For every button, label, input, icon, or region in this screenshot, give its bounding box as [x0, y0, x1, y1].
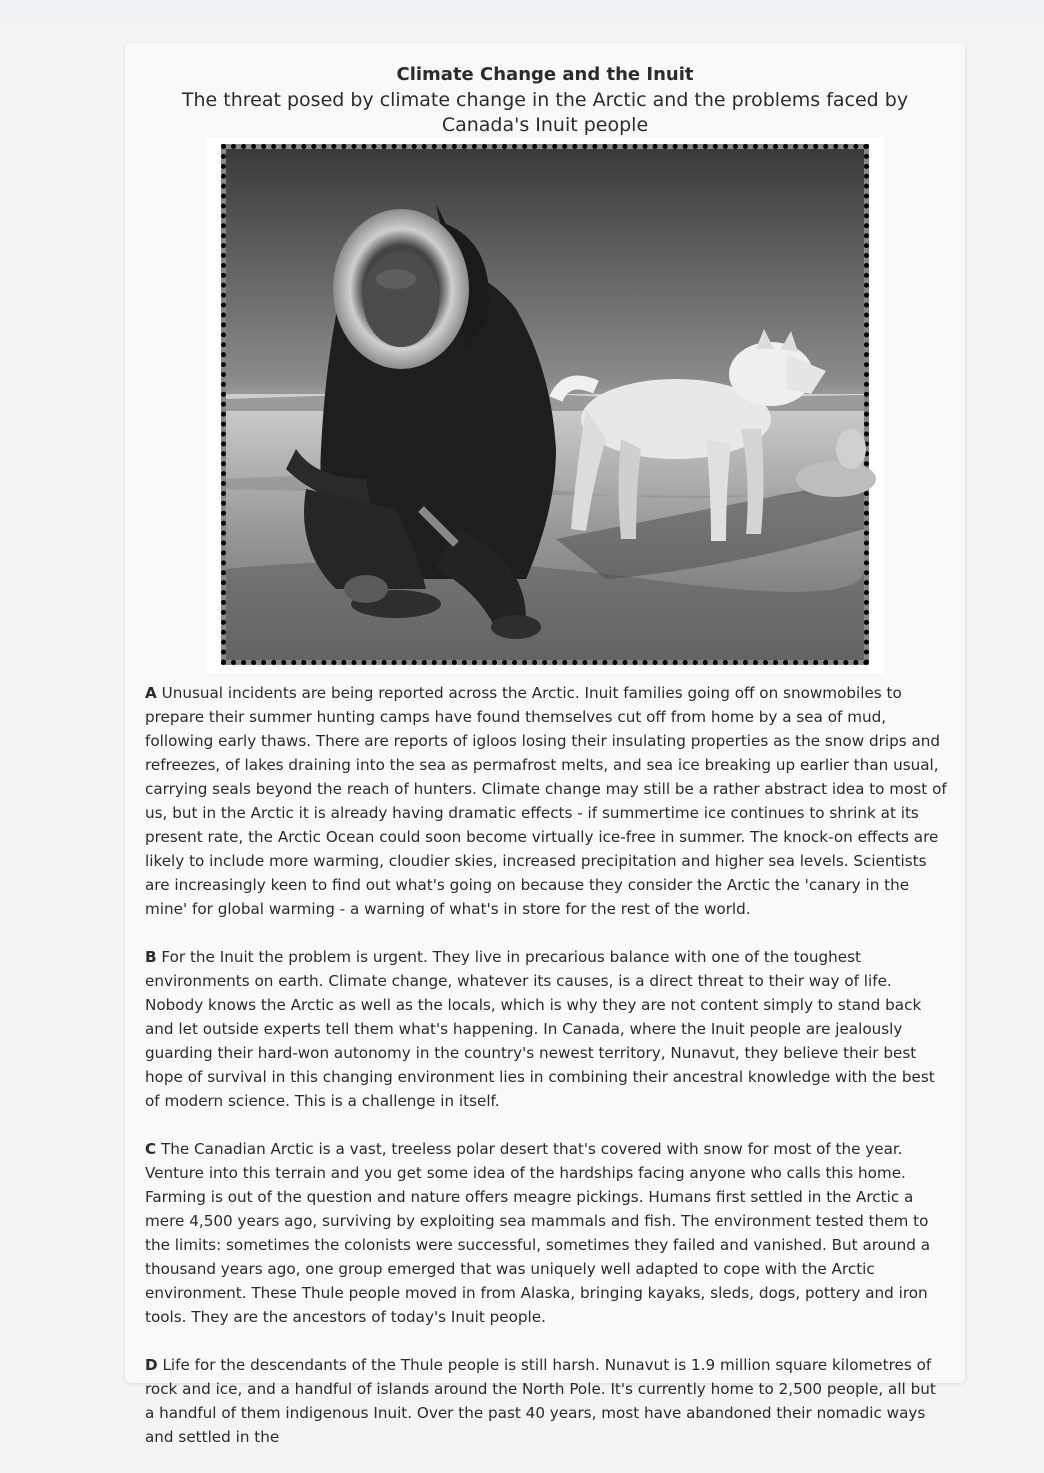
- paragraph-letter: B: [145, 948, 157, 966]
- paragraph-text: For the Inuit the problem is urgent. They live in precarious balance with one of the toughest environments on earth. Climate change, whatever its causes, is a direct threat to their way of life. Nobody knows the Arctic as well as the locals, which is why they are not content simply to stand back and let outside experts tell them what's happening. In Canada, where the Inuit people are jealously guarding their hard-won autonomy in the country's newest territory, Nunavut, they believe their best hope of survival in this changing environment lies in combining their ancestral knowledge with the best of modern science. This is a challenge in itself.: [145, 948, 935, 1110]
- photo-inuit-man-with-sled-dog: [221, 144, 869, 665]
- article-body: [145, 681, 947, 1473]
- paragraph-d: [145, 1353, 947, 1449]
- article-title: Climate Change and the Inuit: [396, 64, 694, 85]
- article-subtitle: The threat posed by climate change in the Arctic and the problems faced by Canada's Inuit people: [181, 89, 909, 136]
- paragraph-text: Life for the descendants of the Thule people is still harsh. Nunavut is 1.9 million square kilometres of rock and ice, and a handful of islands around the North Pole. It's currently home to 2,500 people, all but a handful of them indigenous Inuit. Over the past 40 years, most have abandoned their nomadic ways and settled in the: [145, 1356, 936, 1446]
- paragraph-letter: D: [145, 1356, 158, 1374]
- paragraph-text: Unusual incidents are being reported across the Arctic. Inuit families going off on snowmobiles to prepare their summer hunting camps have found themselves cut off from home by a sea of mud, following early thaws. There are reports of igloos losing their insulating properties as the snow drips and refreezes, of lakes draining into the sea as permafrost melts, and sea ice breaking up earlier than usual, carrying seals beyond the reach of hunters. Climate change may still be a rather abstract idea to most of us, but in the Arctic it is already having dramatic effects - if summertime ice continues to shrink at its present rate, the Arctic Ocean could soon become virtually ice-free in summer. The knock-on effects are likely to include more warming, cloudier skies, increased precipitation and higher sea levels. Scientists are increasingly keen to find out what's going on because they consider the Arctic the 'canary in the mine' for global warming - a warning of what's in store for the rest of the world.: [145, 684, 947, 918]
- paragraph-letter: C: [145, 1140, 157, 1158]
- paragraph-b: [145, 945, 947, 1113]
- paragraph-c: [145, 1137, 947, 1329]
- photo-illustration: [226, 149, 864, 660]
- browser-top-strip: [0, 0, 1044, 24]
- paragraph-a: [145, 681, 947, 921]
- photo-frame: [206, 137, 884, 674]
- paragraph-letter: A: [145, 684, 157, 702]
- article-card: [125, 43, 965, 1446]
- paragraph-text: The Canadian Arctic is a vast, treeless polar desert that's covered with snow for most of the year. Venture into this terrain and you get some idea of the hardships facing anyone who calls this home. Farming is out of the question and nature offers meagre pickings. Humans first settled in the Arctic a mere 4,500 years ago, surviving by exploiting sea mammals and fish. The environment tested them to the limits: sometimes the colonists were successful, sometimes they failed and vanished. But around a thousand years ago, one group emerged that was uniquely well adapted to cope with the Arctic environment. These Thule people moved in from Alaska, bringing kayaks, sleds, dogs, pottery and iron tools. They are the ancestors of today's Inuit people.: [145, 1140, 930, 1326]
